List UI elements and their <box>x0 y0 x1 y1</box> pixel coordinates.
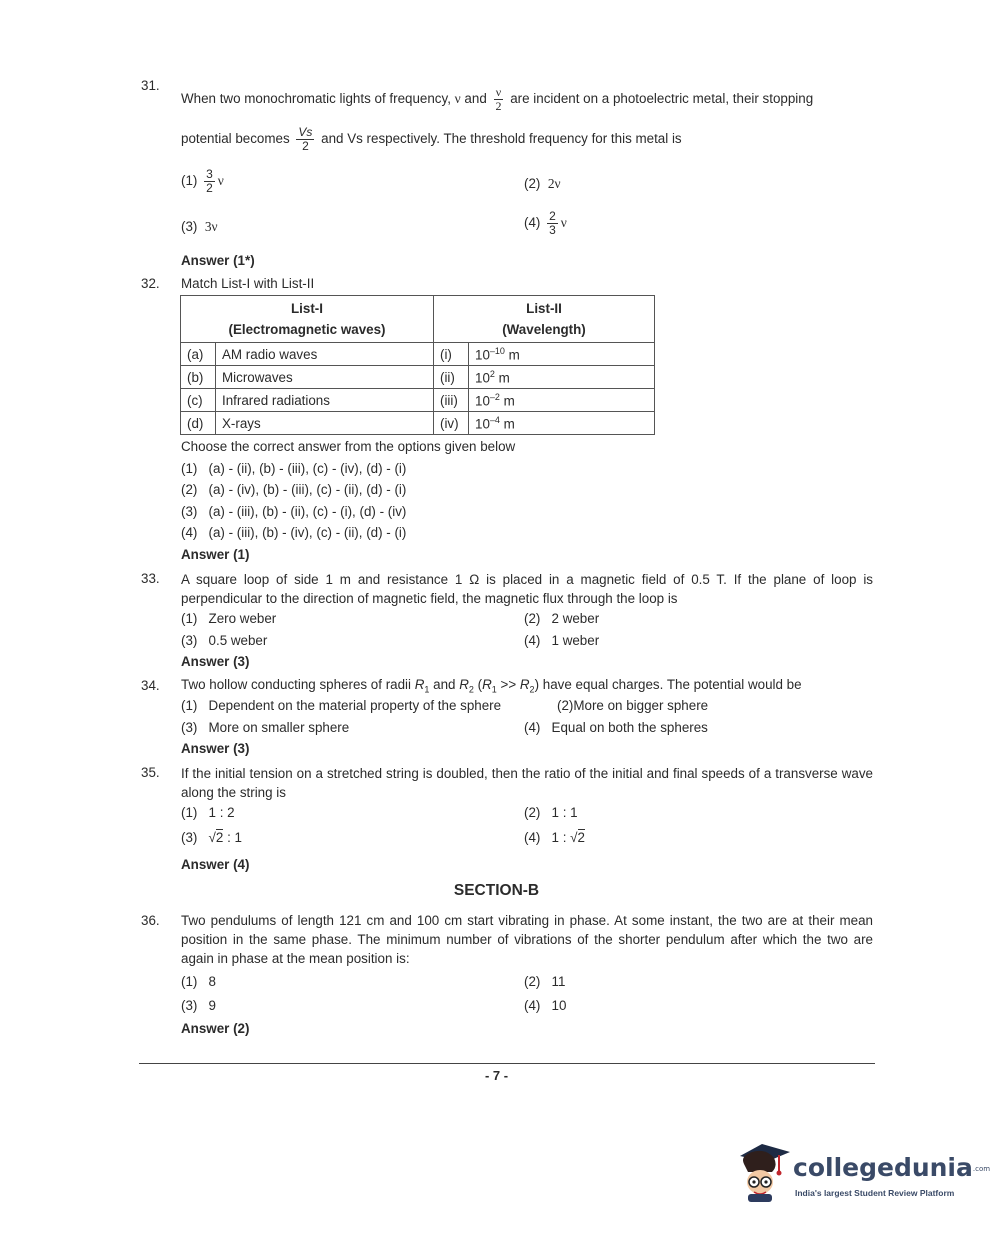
row-label: (a) <box>181 343 216 366</box>
q33-text: A square loop of side 1 m and resistance 1 Ω is placed in a magnetic field of 0.5 T. If the plane of loop is perpendicular to the direction of magnetic field, the magnetic flux through the loop is <box>181 572 873 606</box>
q34-answer: Answer (3) <box>181 741 250 756</box>
row-wave: Infrared radiations <box>216 389 434 412</box>
wavelength-base: 10 <box>475 416 490 432</box>
wavelength-base: 10 <box>475 347 490 363</box>
q33-option-2: (2) 2 weber <box>524 611 600 626</box>
q35-option-2: (2) 1 : 1 <box>524 805 578 820</box>
q31-frac-num: ν <box>495 85 502 99</box>
table-row <box>181 389 655 412</box>
wavelength-unit: m <box>499 393 515 409</box>
q31-opt4-num: 2 <box>549 209 556 223</box>
q32-option-1: (1) (a) - (ii), (b) - (iii), (c) - (iv), (d) - (i) <box>181 461 407 476</box>
brand-logo <box>793 1153 990 1182</box>
row-label: (i) <box>434 343 469 366</box>
wavelength-unit: m <box>494 370 510 386</box>
q31-line2 <box>181 126 682 153</box>
q31-opt4-label: (4) <box>524 215 541 231</box>
q34-r1-sub: 1 <box>424 684 430 695</box>
q34-cmp-b: R <box>519 677 530 692</box>
q34-cmp-op: >> <box>496 677 520 692</box>
q36-text: Two pendulums of length 121 cm and 100 cm start vibrating in phase. At some instant, the two are at their mean position in the same phase. The minimum number of vibrations of the shorter pendulum after which the two are again in phase at the mean position is: <box>181 913 873 966</box>
q32-option-3: (3) (a) - (iii), (b) - (ii), (c) - (i), (d) - (iv) <box>181 504 407 519</box>
table-row <box>181 343 655 366</box>
q32-option-2: (2) (a) - (iv), (b) - (iii), (c) - (ii), (d) - (i) <box>181 482 407 497</box>
wavelength-exp: 2 <box>489 368 495 379</box>
q31-option-1 <box>181 168 224 195</box>
row-wave: AM radio waves <box>216 343 434 366</box>
q35-option-4 <box>524 830 585 845</box>
q31-opt1-label: (1) <box>181 173 198 189</box>
row-wave: X-rays <box>216 412 434 435</box>
row-wavelength <box>469 343 655 366</box>
brand-tagline: India's largest Student Review Platform <box>795 1188 955 1198</box>
wavelength-base: 10 <box>475 370 490 386</box>
wavelength-unit: m <box>504 347 520 363</box>
q31-opt3-label: (3) <box>181 219 198 234</box>
q31-opt1-den: 2 <box>206 181 213 195</box>
q35-opt4-label: (4) <box>524 830 541 845</box>
wavelength-exp: –10 <box>489 345 505 356</box>
q34-text-c: ( <box>473 677 483 692</box>
row-wavelength <box>469 366 655 389</box>
q32-text: Match List-I with List-II <box>181 276 315 291</box>
q34-r1: R <box>414 677 425 692</box>
q31-line1-a: When two monochromatic lights of frequency, <box>181 91 455 107</box>
q36-option-3: (3) 9 <box>181 998 216 1013</box>
q31-line1-c: are incident on a photoelectric metal, their stopping <box>506 91 814 107</box>
q31-option-2 <box>524 176 561 192</box>
q35-answer: Answer (4) <box>181 857 250 872</box>
sqrt-icon: √ <box>570 830 578 845</box>
logo-com: .com <box>972 1165 991 1173</box>
q31-line1 <box>181 86 813 113</box>
section-heading: SECTION-B <box>453 882 540 899</box>
q35-text: If the initial tension on a stretched string is doubled, then the ratio of the initial and final speeds of a transverse wave along the string is <box>181 766 873 800</box>
q33-option-1: (1) Zero weber <box>181 611 277 626</box>
list1-subtitle: (Electromagnetic waves) <box>228 322 386 337</box>
q33-answer: Answer (3) <box>181 654 250 669</box>
q31-line2-a: potential becomes <box>181 131 294 147</box>
q34-number: 34. <box>141 678 160 693</box>
wavelength-exp: –4 <box>489 414 500 425</box>
q31-opt1-var: ν <box>217 173 224 189</box>
q32-option-4: (4) (a) - (iii), (b) - (iv), (c) - (ii), (d) - (i) <box>181 525 407 540</box>
q31-option-4 <box>524 210 567 237</box>
q31-vs-num: Vs <box>298 125 313 139</box>
logo-name: collegedunia <box>793 1153 973 1182</box>
footer-divider <box>139 1063 875 1064</box>
q36-option-4: (4) 10 <box>524 998 567 1013</box>
row-wave: Microwaves <box>216 366 434 389</box>
q31-vs-fraction <box>296 126 314 153</box>
q36-option-2: (2) 11 <box>524 974 566 989</box>
q34-option-3: (3) More on smaller sphere <box>181 720 350 735</box>
q31-frac-den: 2 <box>495 99 502 113</box>
q34-r2-sub: 2 <box>468 684 474 695</box>
q34-r2: R <box>459 677 469 692</box>
q31-opt4-fraction <box>547 210 558 237</box>
row-label: (d) <box>181 412 216 435</box>
q35-opt3-root: 2 <box>215 830 224 845</box>
q35-opt3-label: (3) <box>181 830 198 845</box>
q34-text-a: Two hollow conducting spheres of radii <box>181 677 415 692</box>
row-label: (b) <box>181 366 216 389</box>
match-table <box>180 295 655 435</box>
list1-header <box>181 296 434 343</box>
q31-opt4-var: ν <box>560 215 567 231</box>
row-label: (c) <box>181 389 216 412</box>
q34-option-2: (2)More on bigger sphere <box>557 698 709 713</box>
q31-opt2-text: 2ν <box>547 176 561 191</box>
table-row <box>181 366 655 389</box>
q34-option-1: (1) Dependent on the material property of the sphere <box>181 698 502 713</box>
row-wavelength <box>469 389 655 412</box>
q32-answer: Answer (1) <box>181 547 250 562</box>
row-label: (ii) <box>434 366 469 389</box>
q31-number: 31. <box>141 78 160 93</box>
list2-title: List-II <box>526 301 562 316</box>
q34-text-b: and <box>429 677 460 692</box>
q31-answer: Answer (1*) <box>181 253 255 268</box>
q34-cmp-a-sub: 1 <box>491 684 497 695</box>
q33-number: 33. <box>141 571 160 586</box>
wavelength-exp: –2 <box>489 391 500 402</box>
q31-opt4-den: 3 <box>549 223 556 237</box>
q33-option-4: (4) 1 weber <box>524 633 600 648</box>
q36-answer: Answer (2) <box>181 1021 250 1036</box>
page-number: - 7 - <box>484 1068 509 1083</box>
q32-choose: Choose the correct answer from the options given below <box>181 439 516 454</box>
q31-nu: ν <box>454 91 461 107</box>
q34-cmp-a: R <box>482 677 492 692</box>
q31-line2-b: and Vs respectively. The threshold frequency for this metal is <box>317 131 682 147</box>
list1-title: List-I <box>291 301 323 316</box>
collegedunia-mascot-icon <box>732 1138 792 1206</box>
row-label: (iii) <box>434 389 469 412</box>
q31-option-3 <box>181 219 218 235</box>
q36-number: 36. <box>141 913 160 928</box>
list2-subtitle: (Wavelength) <box>502 322 586 337</box>
q33-option-3: (3) 0.5 weber <box>181 633 268 648</box>
q31-line1-b: and <box>460 91 491 107</box>
q31-fraction <box>494 86 504 113</box>
row-label: (iv) <box>434 412 469 435</box>
q35-option-1: (1) 1 : 2 <box>181 805 235 820</box>
q34-option-4: (4) Equal on both the spheres <box>524 720 708 735</box>
q31-opt1-num: 3 <box>206 167 213 181</box>
q35-number: 35. <box>141 765 160 780</box>
q31-opt1-fraction <box>204 168 215 195</box>
list2-header <box>434 296 655 343</box>
q34-cmp-b-sub: 2 <box>529 684 535 695</box>
table-row <box>181 412 655 435</box>
q34-text-d: ) have equal charges. The potential would be <box>534 677 802 692</box>
q36-option-1: (1) 8 <box>181 974 216 989</box>
q35-opt4-root: 2 <box>577 830 585 845</box>
wavelength-unit: m <box>499 416 515 432</box>
row-wavelength <box>469 412 655 435</box>
q31-vs-den: 2 <box>302 139 309 153</box>
sqrt-icon: √ <box>208 830 216 845</box>
match-table-header <box>181 296 655 343</box>
q35-option-3 <box>181 830 242 845</box>
wavelength-base: 10 <box>475 393 490 409</box>
q31-opt3-text: 3ν <box>204 219 218 234</box>
q32-number: 32. <box>141 276 160 291</box>
q35-opt4-pre: 1 : <box>551 830 571 845</box>
q34-text <box>181 677 802 695</box>
q35-opt3-rest: : 1 <box>223 830 242 845</box>
q31-opt2-label: (2) <box>524 176 541 191</box>
